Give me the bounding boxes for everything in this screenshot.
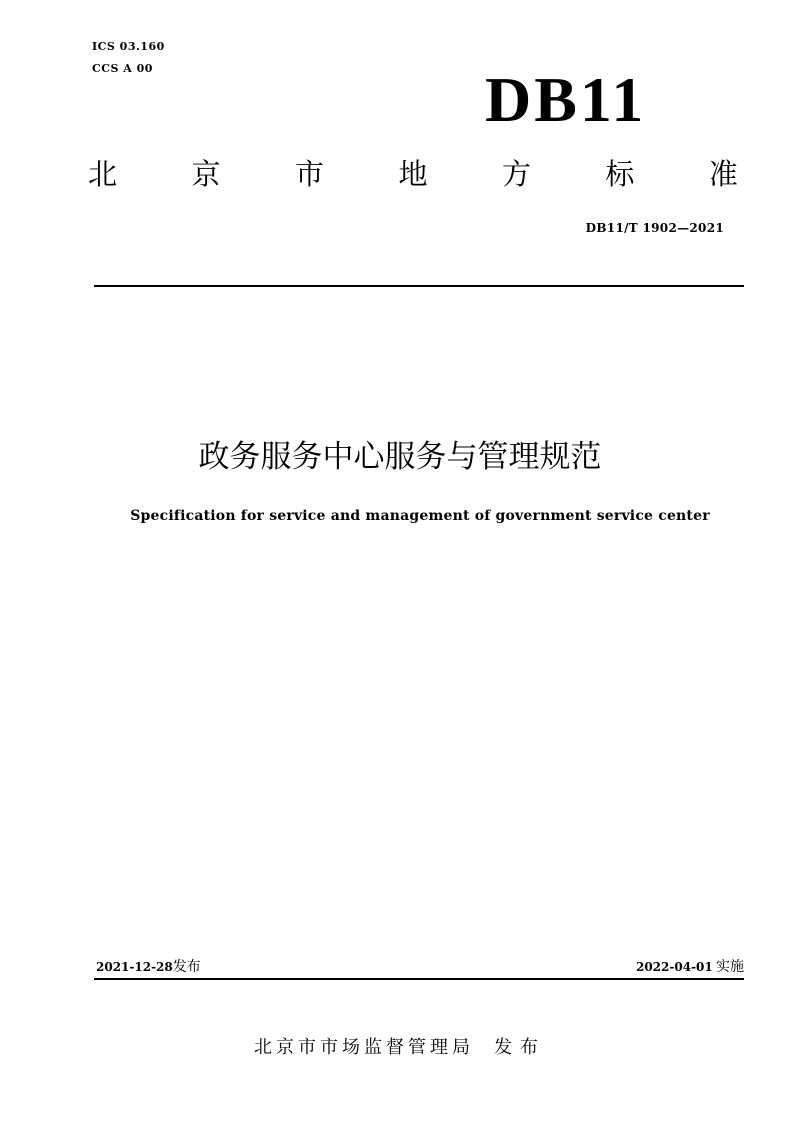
implement-info: [636, 958, 744, 976]
standard-type-char: 标: [605, 157, 635, 191]
issuer-action: 发布: [494, 1037, 546, 1058]
publish-label: 发布: [172, 959, 201, 975]
publish-date: 2021-12-28: [96, 960, 173, 974]
issuer-name: 北京市市场监督管理局: [254, 1037, 474, 1058]
implement-label: 实施: [716, 959, 744, 975]
standard-number: DB11/T 1902—2021: [585, 221, 724, 235]
ics-code: ICS 03.160: [92, 40, 165, 53]
ccs-code: CCS A 00: [92, 62, 153, 75]
standard-type-char: 地: [398, 157, 428, 191]
standard-type-char: 北: [88, 157, 118, 191]
header-divider: [94, 285, 744, 287]
standard-type: [88, 154, 738, 194]
implement-date: 2022-04-01: [635, 960, 713, 974]
standard-type-char: 市: [294, 157, 324, 191]
standard-logo: DB11: [485, 64, 647, 135]
publish-info: [96, 958, 201, 976]
issuer-line: [0, 1036, 800, 1060]
document-title-chinese: 政务服务中心服务与管理规范: [198, 439, 602, 475]
standard-type-char: 方: [501, 157, 531, 191]
document-title-english: Specification for service and management of government service center: [130, 508, 710, 524]
standard-type-char: 京: [191, 157, 221, 191]
footer-divider: [94, 978, 744, 980]
standard-type-char: 准: [708, 157, 738, 191]
